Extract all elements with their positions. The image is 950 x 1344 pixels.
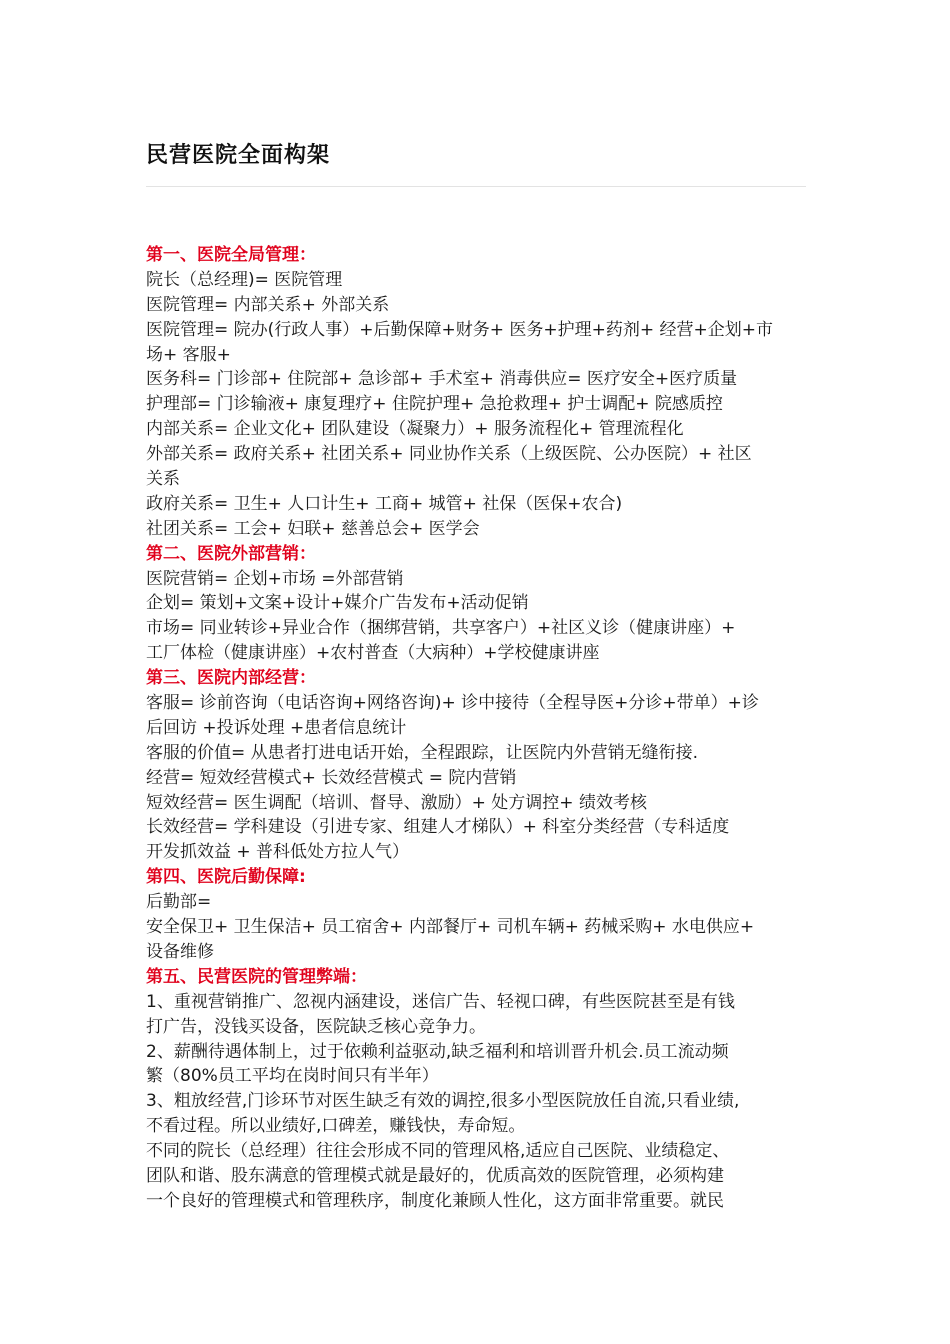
text-line: 短效经营= 医生调配（培训、督导、激励）+ 处方调控+ 绩效考核 [146,792,647,813]
document-body [146,243,810,1214]
text-line: 医院管理= 院办(行政人事）+后勤保障+财务+ 医务+护理+药剂+ 经营+企划+市 [146,319,774,340]
text-line: 政府关系= 卫生+ 人口计生+ 工商+ 城管+ 社保（医保+农合) [146,493,623,514]
text-line: 经营= 短效经营模式+ 长效经营模式 = 院内营销 [146,767,517,788]
text-line: 打广告，没钱买设备，医院缺乏核心竞争力。 [146,1016,486,1037]
text-line: 繁（80%员工平均在岗时间只有半年） [146,1066,439,1087]
text-line: 一个良好的管理模式和管理秩序，制度化兼顾人性化，这方面非常重要。就民 [146,1190,724,1211]
text-line: 长效经营= 学科建设（引进专家、组建人才梯队）+ 科室分类经营（专科适度 [146,817,730,838]
text-line: 安全保卫+ 卫生保洁+ 员工宿舍+ 内部餐厅+ 司机车辆+ 药械采购+ 水电供应+ [146,917,755,938]
text-line: 院长（总经理)= 医院管理 [146,269,343,290]
text-line: 客服= 诊前咨询（电话咨询+网络咨询)+ 诊中接待（全程导医+分诊+带单）+诊 [146,693,759,714]
section-heading: 第三、医院内部经营： [146,668,316,689]
text-line: 设备维修 [146,941,214,962]
text-line: 2、薪酬待遇体制上，过于依赖利益驱动,缺乏福利和培训晋升机会.员工流动频 [146,1041,729,1062]
title-divider [146,186,806,187]
text-line: 内部关系= 企业文化+ 团队建设（凝聚力）+ 服务流程化+ 管理流程化 [146,419,684,440]
text-line: 团队和谐、股东满意的管理模式就是最好的，优质高效的医院管理，必须构建 [146,1165,724,1186]
text-line: 不看过程。所以业绩好,口碑差，赚钱快，寿命短。 [146,1116,526,1137]
text-line: 工厂体检（健康讲座）+农村普查（大病种）+学校健康讲座 [146,643,600,664]
text-line: 医院营销= 企划+市场 =外部营销 [146,568,404,589]
text-line: 不同的院长（总经理）往往会形成不同的管理风格,适应自己医院、业绩稳定、 [146,1141,730,1162]
text-line: 场+ 客服+ [146,344,231,365]
text-line: 外部关系= 政府关系+ 社团关系+ 同业协作关系（上级医院、公办医院）+ 社区 [146,444,752,465]
section-heading: 第一、医院全局管理： [146,245,316,265]
text-line: 后回访 +投诉处理 +患者信息统计 [146,717,407,738]
text-line: 3、粗放经营,门诊环节对医生缺乏有效的调控,很多小型医院放任自流,只看业绩, [146,1091,740,1112]
text-line: 企划= 策划+文案+设计+媒介广告发布+活动促销 [146,593,529,614]
section-heading: 第四、医院后勤保障: [146,867,306,888]
text-line: 市场= 同业转诊+异业合作（捆绑营销，共享客户）+社区义诊（健康讲座）+ [146,618,736,639]
text-line: 开发抓效益 + 普科低处方拉人气） [146,842,410,863]
section-heading: 第五、民营医院的管理弊端： [146,966,367,987]
text-line: 护理部= 门诊输液+ 康复理疗+ 住院护理+ 急抢救理+ 护士调配+ 院感质控 [146,394,723,415]
text-line: 社团关系= 工会+ 妇联+ 慈善总会+ 医学会 [146,518,480,539]
section-heading: 第二、医院外部营销： [146,543,316,564]
text-line: 关系 [146,469,180,490]
text-line: 1、重视营销推广、忽视内涵建设，迷信广告、轻视口碑，有些医院甚至是有钱 [146,991,735,1012]
text-line: 医务科= 门诊部+ 住院部+ 急诊部+ 手术室+ 消毒供应= 医疗安全+医疗质量 [146,369,738,390]
text-line: 医院管理= 内部关系+ 外部关系 [146,294,390,315]
document-title: 民营医院全面构架 [146,143,331,168]
text-line: 后勤部= [146,892,212,913]
text-line: 客服的价值= 从患者打进电话开始，全程跟踪，让医院内外营销无缝衔接. [146,742,699,763]
